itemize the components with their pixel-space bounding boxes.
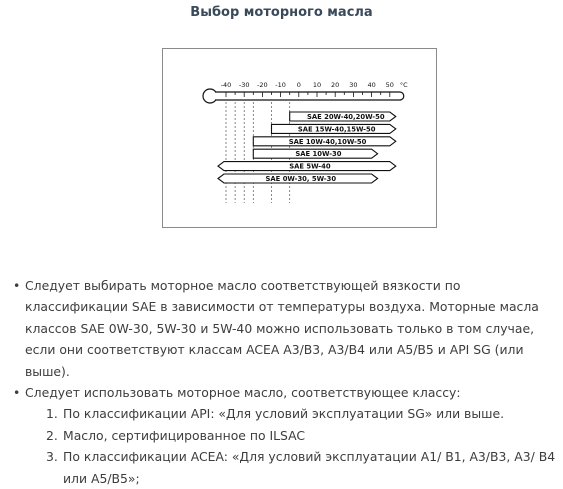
scale-label: 10 xyxy=(312,81,322,89)
thermometer-tube xyxy=(215,92,404,100)
bullet-text: Следует выбирать моторное масло соответствующей вязкости по классификации SAE в зависимости от температуры воздуха. Моторные масла классов SAE 0W-30, 5W-30 и 5W-40 можно использовать только в том случае, если они соответствуют классам ACEA A3/B3, A3/B4 или A5/B5 и API SG (или выше). xyxy=(25,278,539,379)
bullet-text: Следует использовать моторное масло, соответствующее классу: xyxy=(25,385,461,401)
list-number: 1. xyxy=(46,406,58,422)
scale-label: -20 xyxy=(257,81,268,89)
bullet-marker: • xyxy=(13,385,21,401)
bullet-list xyxy=(12,275,557,403)
scale-label: 20 xyxy=(331,81,340,89)
scale-label: 30 xyxy=(349,81,358,89)
grade-label: SAE 20W-40,20W-50 xyxy=(306,113,385,121)
scale-label: 0 xyxy=(296,81,301,89)
scale-label: 50 xyxy=(385,81,394,89)
grade-label: SAE 5W-40 xyxy=(289,162,331,171)
scale-unit: °C xyxy=(399,81,408,89)
scale-label: -30 xyxy=(238,81,250,89)
oil-recommendations xyxy=(12,275,557,489)
grade-label: SAE 10W-40,10W-50 xyxy=(288,137,367,146)
scale-label: -40 xyxy=(220,81,232,89)
numbered-list xyxy=(12,403,557,489)
list-number: 3. xyxy=(46,449,58,465)
scale-label: -10 xyxy=(275,81,286,89)
viscosity-temperature-chart xyxy=(163,49,436,227)
list-item-ilsac xyxy=(46,425,557,446)
list-item-text: По классификации ACEA: «Для условий эксплуатации A1/ B1, A3/B3, A3/ B4 или A5/B5»; xyxy=(63,449,556,486)
page-title: Выбор моторного масла xyxy=(190,5,373,20)
list-number: 2. xyxy=(46,427,58,443)
list-item-text: По классификации API: «Для условий эксплуатации SG» или выше. xyxy=(63,406,505,422)
list-item-api xyxy=(46,403,557,424)
list-item-acea xyxy=(46,446,557,489)
oil-viscosity-diagram xyxy=(162,48,437,228)
grade-label: SAE 0W-30, 5W-30 xyxy=(265,175,337,183)
bullet-item-viscosity xyxy=(12,275,557,382)
grade-label: SAE 15W-40,15W-50 xyxy=(297,125,376,134)
bullet-marker: • xyxy=(13,278,21,293)
grade-label: SAE 10W-30 xyxy=(295,150,342,159)
list-item-text: Масло, сертифицированное по ILSAC xyxy=(63,427,306,443)
thermometer-joint xyxy=(213,93,218,99)
bullet-item-class xyxy=(12,382,557,403)
scale-label: 40 xyxy=(367,81,376,89)
